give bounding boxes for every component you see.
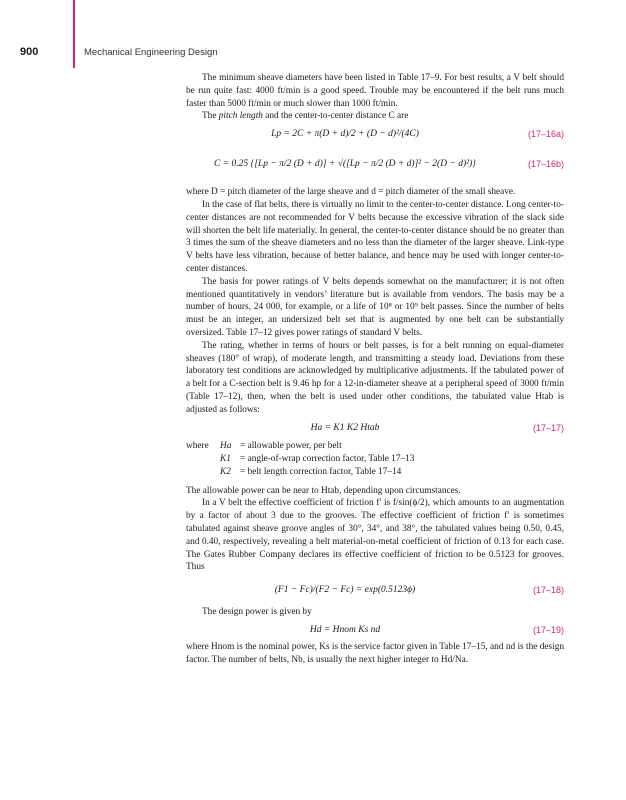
equation-17-16a-label: (17–16a) (527, 129, 564, 140)
where-symbol: Ha (220, 440, 232, 451)
paragraph-friction: In a V belt the effective coefficient of friction f′ is f/sin(ϕ/2), which amounts to an augmentation by a factor of about 3 due to the grooves. The effective coefficient of friction f′ is sometimes tabulated against sheave groove angles of 30°, 34°, and 38°, the tabulated values being 0.50, 0.45, and 0.40, respectively, revealing a belt material-on-metal coefficient of friction of 0.13 for each case. The Gates Rubber Company declares its effective coefficient of friction to be 0.5123 for grooves. Thus (186, 498, 564, 573)
where-lead: where (186, 440, 209, 451)
equation-17-17 (186, 420, 564, 436)
equation-17-19-body: Hd = Hnom Ks nd (309, 624, 381, 635)
where-row (186, 453, 564, 466)
equation-17-19-label: (17–19) (532, 624, 564, 635)
where-definitions (186, 440, 564, 479)
equation-17-18 (186, 577, 564, 603)
body-text (186, 72, 564, 667)
pitch-length-term: pitch length (218, 111, 263, 122)
equation-17-16b-body: C = 0.25 {[Lp − π/2 (D + d)] + √([Lp − π/2 (D + d)]² − 2(D − d)²)} (214, 159, 476, 170)
running-head: Mechanical Engineering Design (84, 47, 218, 58)
equation-17-19 (186, 622, 564, 638)
margin-accent-rule (73, 0, 75, 68)
where-row (186, 440, 564, 453)
paragraph-allowable-power: The allowable power can be near to Htab, depending upon circumstances. (186, 485, 461, 496)
paragraph-sheave-speed: The minimum sheave diameters have been listed in Table 17–9. For best results, a V belt should be run quite fast: 4000 ft/min is a good speed. Trouble may be encountered if the belt runs much faster than 5000 ft/min or much slower than 1000 ft/min. (186, 73, 564, 109)
paragraph-design-power: The design power is given by (202, 607, 312, 618)
where-definition: = allowable power, per belt (240, 440, 342, 451)
paragraph-rating-basis: The rating, whether in terms of hours or belt passes, is for a belt running on equal-diameter sheaves (180° of wrap), of moderate length, and transmitting a steady load. Deviations from these laboratory test conditions are acknowledged by multiplicative adjustments. If the tabulated power of a belt for a C-section belt is 9.46 hp for a 12-in-diameter sheave at a peripheral speed of 3000 ft/min (Table 17–12), then, when the belt is used under other conditions, the tabulated value Htab is adjusted as follows: (186, 340, 564, 415)
where-row (186, 466, 564, 479)
equation-17-16a-body: Lp = 2C + π(D + d)/2 + (D − d)²/(4C) (271, 129, 419, 140)
where-symbol: K1 (220, 453, 231, 464)
paragraph-nominal-power: where Hnom is the nominal power, Ks is the service factor given in Table 17–15, and nd is the design factor. The number of belts, Nb, is usually the next higher integer to Hd/Na. (186, 641, 564, 665)
equation-17-16a (186, 126, 564, 142)
equation-17-16b (186, 146, 564, 182)
where-definition: = belt length correction factor, Table 17–14 (240, 466, 402, 477)
paragraph-center-distance: In the case of flat belts, there is virtually no limit to the center-to-center distance. Long center-to-center distances are not recommended for V belts because the excessive vibration of the slack side will shorten the belt life materially. In general, the center-to-center distance should be no greater than 3 times the sum of the sheave diameters and no less than the diameter of the larger sheave. Link-type V belts have less vibration, because of better balance, and hence may be used with longer center-to-center distances. (186, 199, 564, 274)
page-number: 900 (20, 46, 39, 58)
equation-17-17-label: (17–17) (532, 422, 564, 433)
equation-17-18-body: (F1 − Fc)/(F2 − Fc) = exp(0.5123ϕ) (274, 585, 416, 596)
paragraph-pitch-length-intro: The pitch length and the center-to-center distance C are (202, 111, 409, 122)
where-symbol: K2 (220, 466, 231, 477)
paragraph-where-diameters: where D = pitch diameter of the large sheave and d = pitch diameter of the small sheave. (186, 187, 516, 198)
where-definition: = angle-of-wrap correction factor, Table 17–13 (240, 453, 415, 464)
paragraph-power-ratings: The basis for power ratings of V belts depends somewhat on the manufacturer; it is not often mentioned quantitatively in vendors’ literature but is available from vendors. The basis may be a number of hours, 24 000, for example, or a life of 10⁸ or 10⁹ belt passes. Since the number of belts must be an integer, an undersized belt set that is augmented by one belt can be substantially oversized. Table 17–12 gives power ratings of standard V belts. (186, 276, 564, 338)
equation-17-17-body: Ha = K1 K2 Htab (310, 422, 380, 433)
equation-17-18-label: (17–18) (532, 585, 564, 596)
equation-17-16b-label: (17–16b) (527, 159, 564, 170)
